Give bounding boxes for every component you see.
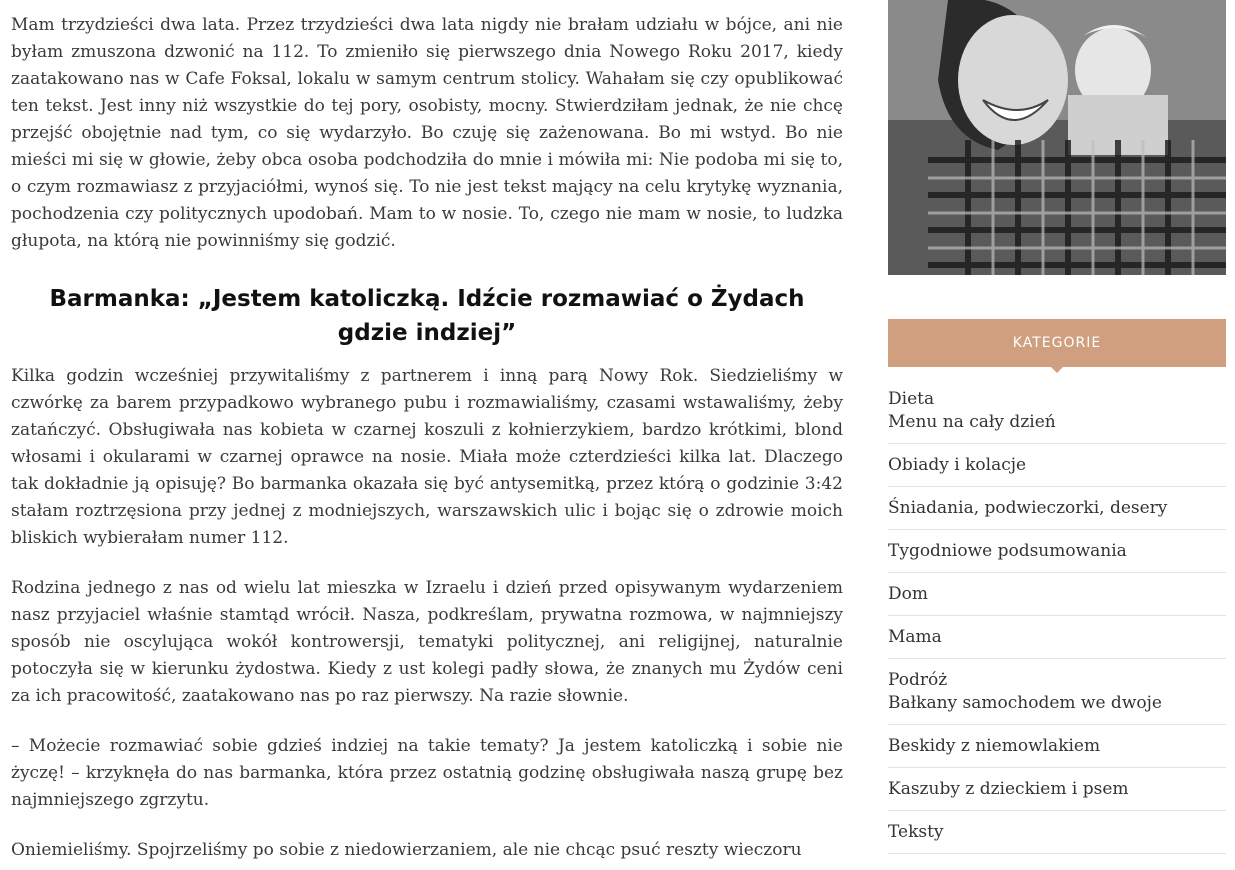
- author-photo: [888, 0, 1226, 275]
- category-sub-link[interactable]: Menu na cały dzień: [888, 412, 1056, 432]
- categories-header: [888, 319, 1226, 367]
- category-link[interactable]: Podróż: [888, 670, 948, 690]
- author-photo-image: [888, 0, 1226, 275]
- caret-down-icon: [1051, 367, 1063, 373]
- category-item-obiady: [888, 454, 1226, 487]
- category-item-mama: [888, 626, 1226, 659]
- category-item-dieta: [888, 388, 1226, 444]
- category-list: [888, 388, 1226, 854]
- category-link[interactable]: Mama: [888, 627, 942, 647]
- article-paragraph: Rodzina jednego z nas od wielu lat mieszka w Izraelu i dzień przed opisywanym wydarzeniem nasz przyjaciel właśnie stamtąd wrócił. Nasza, podkreślam, prywatna rozmowa, w najmniejszy sposób nie oscylująca wokół kontrowersji, tematyki politycznej, ani religijnej, naturalnie potoczyła się w kierunku żydostwa. Kiedy z ust kolegi padły słowa, że znanych mu Żydów ceni za ich pracowitość, zaatakowano nas po raz pierwszy. Na razie słownie.: [11, 578, 843, 706]
- article-paragraph: – Możecie rozmawiać sobie gdzieś indziej na takie tematy? Ja jestem katoliczką i sobie nie życzę! – krzyknęła do nas barmanka, która przez ostatnią godzinę obsługiwała naszą grupę bez najmniejszego zgrzytu.: [11, 736, 843, 810]
- article-content: [11, 12, 843, 870]
- article-paragraph: Oniemieliśmy. Spojrzeliśmy po sobie z niedowierzaniem, ale nie chcąc psuć reszty wieczoru: [11, 840, 802, 860]
- category-link[interactable]: Dieta: [888, 389, 935, 409]
- category-item-teksty: [888, 821, 1226, 854]
- article-heading: Barmanka: „Jestem katoliczką. Idźcie rozmawiać o Żydach gdzie indziej”: [49, 286, 805, 346]
- article-paragraph: Mam trzydzieści dwa lata. Przez trzydzieści dwa lata nigdy nie brałam udziału w bójce, ani nie byłam zmuszona dzwonić na 112. To zmieniło się pierwszego dnia Nowego Roku 2017, kiedy zaatakowano nas w Cafe Foksal, lokalu w samym centrum stolicy. Wahałam się czy opublikować ten tekst. Jest inny niż wszystkie do tej pory, osobisty, mocny. Stwierdziłam jednak, że nie chcę przejść obojętnie nad tym, co się wydarzyło. Bo czuję się zażenowana. Bo mi wstyd. Bo nie mieści mi się w głowie, żeby obca osoba podchodziła do mnie i mówiła mi: Nie podoba mi się to, o czym rozmawiasz z przyjaciółmi, wynoś się. To nie jest tekst mający na celu krytykę wyznania, pochodzenia czy politycznych upodobań. Mam to w nosie. To, czego nie mam w nosie, to ludzka głupota, na którą nie powinniśmy się godzić.: [11, 15, 843, 251]
- category-item-podroz: [888, 669, 1226, 725]
- category-item-podsumowania: [888, 540, 1226, 573]
- category-link[interactable]: Śniadania, podwieczorki, desery: [888, 498, 1168, 518]
- category-link[interactable]: Dom: [888, 584, 928, 604]
- category-item-dom: [888, 583, 1226, 616]
- category-item-kaszuby: [888, 778, 1226, 811]
- category-link[interactable]: Tygodniowe podsumowania: [888, 541, 1127, 561]
- category-item-sniadania: [888, 497, 1226, 530]
- category-item-beskidy: [888, 735, 1226, 768]
- article-paragraph: Kilka godzin wcześniej przywitaliśmy z partnerem i inną parą Nowy Rok. Siedzieliśmy w czwórkę za barem przypadkowo wybranego pubu i rozmawialiśmy, czasami wstawaliśmy, żeby zatańczyć. Obsługiwała nas kobieta w czarnej koszuli z kołnierzykiem, bardzo krótkimi, blond włosami i okularami w czarnej oprawce na nosie. Miała może czterdzieści kilka lat. Dlaczego tak dokładnie ją opisuję? Bo barmanka okazała się być antysemitką, przez którą o godzinie 3:42 stałam roztrzęsiona przy jednej z modniejszych, warszawskich ulic i bojąc się o zdrowie moich bliskich wybierałam numer 112.: [11, 366, 843, 548]
- sidebar: [888, 0, 1226, 864]
- category-link[interactable]: Kaszuby z dzieckiem i psem: [888, 779, 1129, 799]
- category-link[interactable]: Beskidy z niemowlakiem: [888, 736, 1101, 756]
- category-link[interactable]: Teksty: [888, 822, 944, 842]
- categories-header-label: KATEGORIE: [1012, 335, 1102, 351]
- category-sub-link[interactable]: Bałkany samochodem we dwoje: [888, 693, 1162, 713]
- category-link[interactable]: Obiady i kolacje: [888, 455, 1027, 475]
